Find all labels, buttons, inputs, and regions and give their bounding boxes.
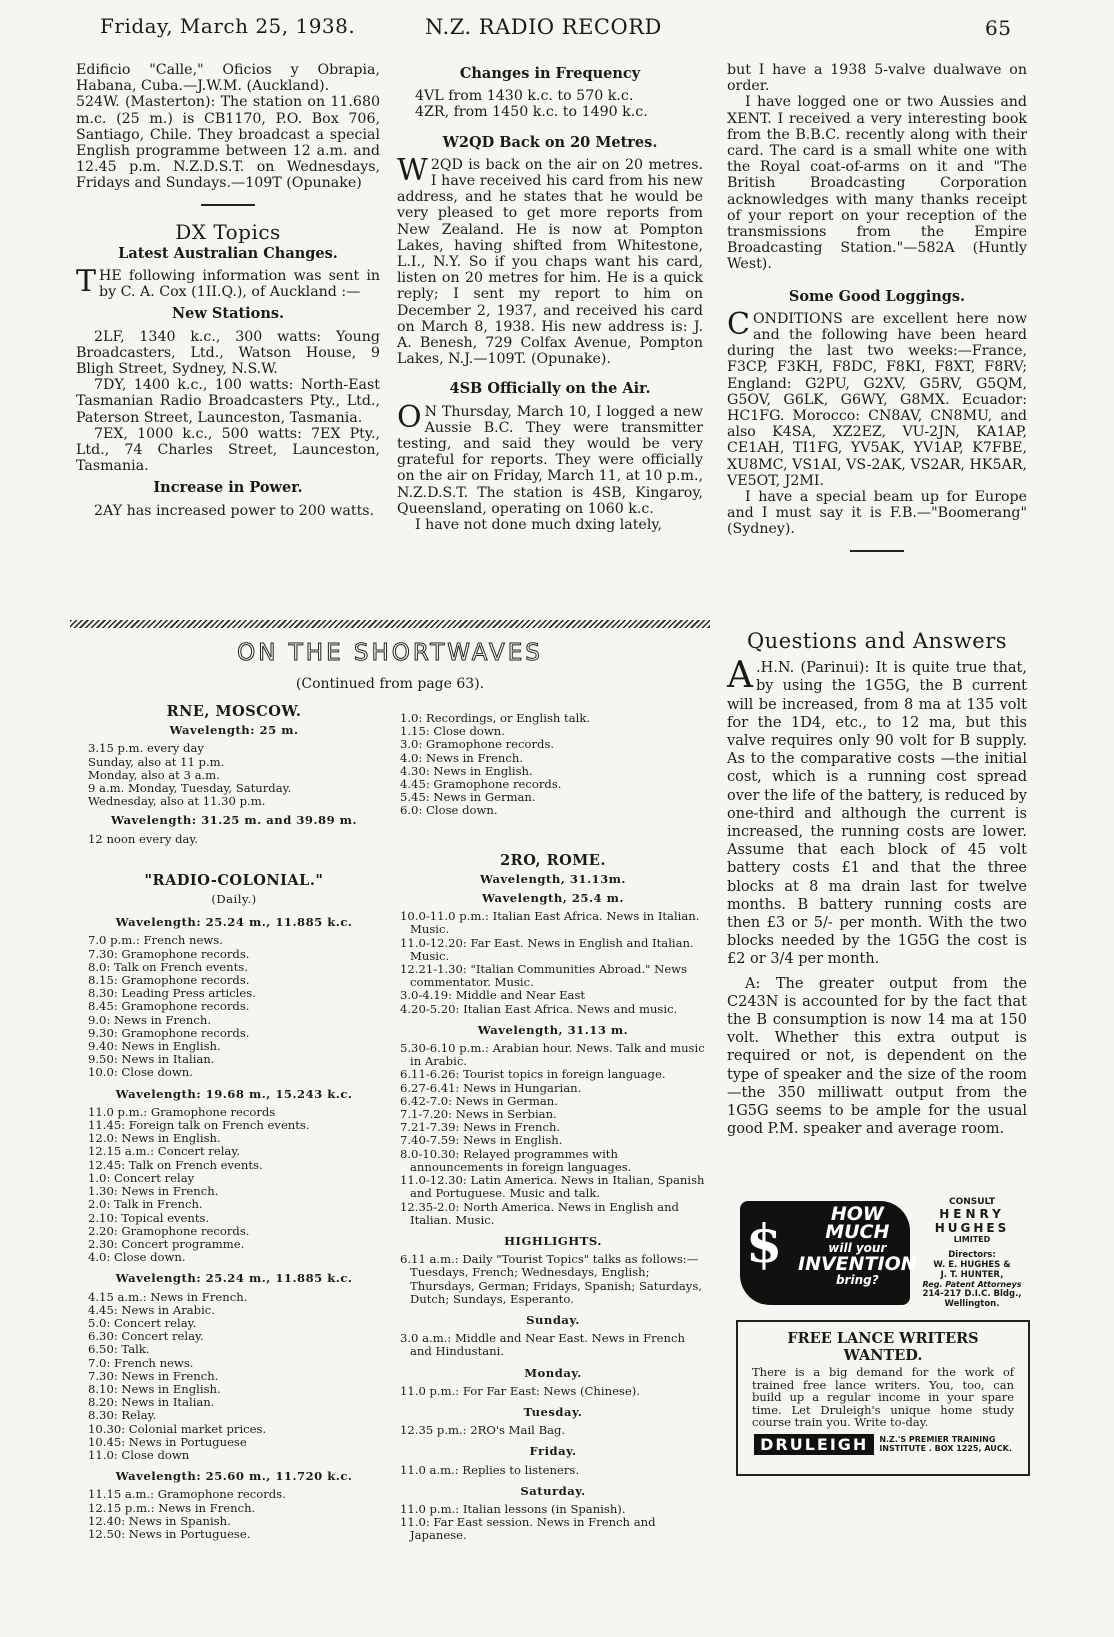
freq-line: 4ZR, from 1450 k.c. to 1490 k.c. <box>415 104 648 121</box>
schedule-line: 2.0: Talk in French. <box>88 1197 203 1212</box>
schedule-line: 9.0: News in French. <box>88 1012 212 1027</box>
rome-schedule-1 <box>400 910 706 1016</box>
schedule-line: 6.30: Concert relay. <box>88 1329 204 1344</box>
dxing-text: I have not done much dxing lately, <box>415 517 662 534</box>
freq-line: 4VL from 1430 k.c. to 570 k.c. <box>415 88 634 105</box>
schedule-line: 11.15 a.m.: Gramophone records. <box>88 1487 286 1502</box>
qa-section <box>727 625 1027 1138</box>
schedule-line: 6.42-7.0: News in German. <box>400 1093 558 1108</box>
schedule-line: 12.35-2.0: North America. News in English and Italian. Music. <box>400 1199 679 1227</box>
schedule-line: 4.45: Gramophone records. <box>400 777 562 792</box>
w2qd-heading: W2QD Back on 20 Metres. <box>442 133 658 151</box>
qa-heading: Questions and Answers <box>746 629 1008 653</box>
ad-logo-row <box>738 1434 1028 1455</box>
schedule-line: 7.40-7.59: News in English. <box>400 1133 563 1148</box>
druleigh-logo: DRULEIGH <box>754 1434 874 1455</box>
schedule-line: 3.15 p.m. every day <box>88 741 204 756</box>
ad-headline: FREE LANCE WRITERS <box>787 1330 979 1347</box>
schedule-line: 11.0 p.m.: Gramophone records <box>88 1104 276 1119</box>
schedule-line: 11.0 p.m.: For Far East: News (Chinese). <box>400 1383 640 1398</box>
ad-headline-2: WANTED. <box>843 1347 923 1364</box>
schedule-middle <box>400 712 706 1543</box>
schedule-line: 7.1-7.20: News in Serbian. <box>400 1107 557 1122</box>
moscow-heading: RNE, MOSCOW. <box>166 703 302 720</box>
schedule-line: 10.0-11.0 p.m.: Italian East Africa. News in Italian. Music. <box>400 909 700 937</box>
schedule-line: 4.0: News in French. <box>400 750 524 765</box>
schedule-line: 4.0: Close down. <box>88 1250 186 1265</box>
schedule-line: 9 a.m. Monday, Tuesday, Saturday. <box>88 781 292 796</box>
schedule-line: 4.20-5.20: Italian East Africa. News and music. <box>400 1001 678 1016</box>
schedule-line: 11.0 p.m.: Italian lessons (in Spanish). <box>400 1501 626 1516</box>
station-7dy: 7DY, 1400 k.c., 100 watts: North-East Tasmanian Radio Broadcasters Pty., Ltd., Paterson Street, Launceston, Tasmania. <box>76 377 380 426</box>
wavy-divider <box>70 620 710 628</box>
ad-tagline: N.Z.'S PREMIER TRAINING INSTITUTE . BOX 1225, AUCK. <box>879 1435 1012 1453</box>
column-3 <box>727 62 1027 564</box>
schedule-line: 11.0-12.20: Far East. News in English and Italian. Music. <box>400 935 694 963</box>
schedule-line: 8.45: Gramophone records. <box>88 999 250 1014</box>
issue-date: Friday, March 25, 1938. <box>100 14 356 38</box>
schedule-line: 8.30: Leading Press articles. <box>88 986 256 1001</box>
schedule-line: 6.50: Talk. <box>88 1342 150 1357</box>
colonial-schedule-2 <box>88 1106 380 1264</box>
moscow-times-2 <box>88 833 380 846</box>
schedule-line: 11.0: Close down <box>88 1447 190 1462</box>
schedule-line: 10.0: Close down. <box>88 1065 193 1080</box>
schedule-line: 3.0: Gramophone records. <box>400 737 555 752</box>
schedule-line: 4.45: News in Arabic. <box>88 1302 215 1317</box>
day-heading: Saturday. <box>520 1483 586 1498</box>
schedule-line: 8.15: Gramophone records. <box>88 973 250 988</box>
schedule-line: Sunday, also at 11 p.m. <box>88 754 225 769</box>
drop-cap: O <box>397 399 422 435</box>
schedule-line: 6.11-6.26: Tourist topics in foreign language. <box>400 1067 666 1082</box>
druleigh-advert <box>736 1320 1030 1476</box>
moscow-times <box>88 742 380 808</box>
wavelength-heading: Wavelength: 19.68 m., 15.243 k.c. <box>115 1086 353 1101</box>
schedule-line: 6.0: Close down. <box>400 803 498 818</box>
drop-cap: A <box>727 655 753 697</box>
column-1 <box>76 62 380 519</box>
shortwaves-heading: ON THE SHORTWAVES <box>237 640 543 666</box>
schedule-line: 5.0: Concert relay. <box>88 1315 197 1330</box>
schedule-line: 7.21-7.39: News in French. <box>400 1120 561 1135</box>
continued-note: (Continued from page 63). <box>295 676 485 692</box>
schedule-left <box>88 697 380 1541</box>
colonial-schedule-3 <box>88 1291 380 1463</box>
col3-para: I have logged one or two Aussies and XENT. I received a very interesting book from the B.B.C. recently along with their card. The card is a small white one with the Royal coat-of-arms on it and "The British Broadcasting Corporation acknowledges with many thanks receipt of your report on your reception of the transmissions from the Empire Broadcasting Station."—582A (Huntly West). <box>727 94 1027 273</box>
schedule-line: 1.15: Close down. <box>400 724 505 739</box>
station-2lf: 2LF, 1340 k.c., 300 watts: Young Broadcasters, Ltd., Watson House, 9 Bligh Street, Sydney, N.S.W. <box>76 328 380 378</box>
schedule-line: 11.45: Foreign talk on French events. <box>88 1118 310 1133</box>
schedule-line: 12.45: Talk on French events. <box>88 1157 263 1172</box>
letter-intro: Edificio "Calle," Oficios y Obrapia, Habana, Cuba.—J.W.M. (Auckland). <box>76 62 380 95</box>
schedule-line: 7.30: News in French. <box>88 1368 219 1383</box>
loggings-heading: Some Good Loggings. <box>788 287 966 305</box>
schedule-line: 9.50: News in Italian. <box>88 1052 215 1067</box>
rome-heading: 2RO, ROME. <box>500 851 606 869</box>
schedule-line: 8.10: News in English. <box>88 1381 221 1396</box>
schedule-line: 11.0-12.30: Latin America. News in Italian, Spanish and Portuguese. Music and talk. <box>400 1173 705 1201</box>
schedule-line: 12 noon every day. <box>88 831 199 846</box>
letter-524w: 524W. (Masterton): The station on 11.680 m.c. (25 m.) is CB1170, P.O. Box 706, Santiago, Chile. They broadcast a special English programme between 12 a.m. and 12.45 p.m. N.Z.D.S.T. on Wednesdays, Fridays and Sundays.—109T (Opunake) <box>76 94 380 192</box>
schedule-line: 3.0 a.m.: Middle and Near East. News in French and Hindustani. <box>400 1331 685 1359</box>
schedule-line: 8.0-10.30: Relayed programmes with announcements in foreign languages. <box>400 1146 632 1174</box>
4sb-heading: 4SB Officially on the Air. <box>449 380 651 398</box>
wavelength-heading: Wavelength: 31.25 m. and 39.89 m. <box>111 813 357 828</box>
drop-cap: T <box>76 264 97 300</box>
schedule-line: 5.30-6.10 p.m.: Arabian hour. News. Talk and music in Arabic. <box>400 1041 705 1069</box>
moscow-continued <box>400 712 706 818</box>
schedule-line: 5.45: News in German. <box>400 790 536 805</box>
col3-para: but I have a 1938 5-valve dualwave on order. <box>727 62 1027 95</box>
wavelength-heading: Wavelength: 25.24 m., 11.885 k.c. <box>115 915 353 930</box>
day-heading: Sunday. <box>526 1312 580 1327</box>
new-stations-heading: New Stations. <box>171 305 285 323</box>
schedule-line: 9.40: News in English. <box>88 1039 221 1054</box>
schedule-line: 9.30: Gramophone records. <box>88 1025 250 1040</box>
schedule-line: 4.30: News in English. <box>400 763 533 778</box>
column-2 <box>397 62 703 533</box>
day-heading: Tuesday. <box>523 1404 583 1419</box>
section-rule <box>850 550 904 552</box>
schedule-line: 12.35 p.m.: 2RO's Mail Bag. <box>400 1423 566 1438</box>
highlights-heading: HIGHLIGHTS. <box>504 1233 602 1248</box>
colonial-schedule-1 <box>88 934 380 1079</box>
schedule-line: 11.0 a.m.: Replies to listeners. <box>400 1462 580 1477</box>
schedule-line: Monday, also at 3 a.m. <box>88 767 220 782</box>
schedule-line: 10.45: News in Portuguese <box>88 1434 247 1449</box>
schedule-line: 8.0: Talk on French events. <box>88 959 248 974</box>
w2qd-text: 2QD is back on the air on 20 metres. I have received his card from his new address, and he states that he would be very pleased to get more reports from New Zealand. He is now at Pompton Lakes, having shifted from Whitestone, L.I., N.Y. So if you chaps want his card, listen on 20 metres for him. He is a quick reply; I sent my report to him on December 2, 1937, and received his card on March 8, 1938. His new address is: J. A. Benesh, 729 Colfax Avenue, Pompton Lakes, N.J.—109T. (Opunake). <box>397 156 703 368</box>
schedule-line: 7.30: Gramophone records. <box>88 946 250 961</box>
station-2ay: 2AY has increased power to 200 watts. <box>94 502 375 519</box>
drop-cap: W <box>397 152 428 188</box>
schedule-line: 7.0: French news. <box>88 1355 194 1370</box>
wavelength-heading: Wavelength: 25.60 m., 11.720 k.c. <box>115 1469 353 1484</box>
schedule-line: 4.15 a.m.: News in French. <box>88 1289 248 1304</box>
colonial-schedule-4 <box>88 1488 380 1541</box>
schedule-line: 10.30: Colonial market prices. <box>88 1421 267 1436</box>
schedule-line: 8.30: Relay. <box>88 1408 157 1423</box>
page-number: 65 <box>985 16 1012 40</box>
ad-firm: CONSULT HENRY HUGHES LIMITED Directors: W. E. HUGHES & J. T. HUNTER, Reg. Patent Attorneys 214-217 D.I.C. Bldg., Wellington. <box>922 1197 1022 1309</box>
station-7ex: 7EX, 1000 k.c., 500 watts: 7EX Pty., Ltd., 74 Charles Street, Launceston, Tasmania. <box>76 425 380 475</box>
publication-title: N.Z. RADIO RECORD <box>425 15 662 39</box>
hughes-advert <box>740 1197 1030 1307</box>
schedule-line: 2.10: Topical events. <box>88 1210 210 1225</box>
schedule-line: 12.40: News in Spanish. <box>88 1513 231 1528</box>
dx-topics-heading: DX Topics <box>175 219 281 244</box>
schedule-line: 12.0: News in English. <box>88 1131 221 1146</box>
schedule-line: 8.20: News in Italian. <box>88 1395 215 1410</box>
wavelength-heading: Wavelength, 25.4 m. <box>482 891 624 906</box>
schedule-line: 1.0: Concert relay <box>88 1170 195 1185</box>
wavelength-heading: Wavelength: 25 m. <box>169 723 299 738</box>
schedule-line: 2.30: Concert programme. <box>88 1236 245 1251</box>
schedule-line: 12.15 p.m.: News in French. <box>88 1500 256 1515</box>
day-heading: Friday. <box>529 1444 577 1459</box>
ad-slogan: HOW MUCH will your INVENTION bring? <box>798 1203 917 1287</box>
wavelength-heading: Wavelength: 25.24 m., 11.885 k.c. <box>115 1271 353 1286</box>
loggings-text: ONDITIONS are excellent here now and the following have been heard during the last two weeks:—France, F3CP, F3KH, F8DC, F8KI, F8XT, F8RV; England: G2PU, G2XV, G5RV, G5QM, G5OV, G6LK, G6WY, G8MX. Ecuador: HC1FG. Morocco: CN8AV, CN8MU, and also K4SA, XZ2EZ, VU-2JN, KA1AP, CE1AH, TI1FG, YV5AK, YV1AP, K7FBE, XU8MC, VS1AI, VS-2AK, VS2AR, HK5AR, VE5OT, J2MI. <box>727 310 1027 489</box>
dollar-sign-icon: $ <box>746 1214 783 1275</box>
qa-answer-2: A: The greater output from the C243N is accounted for by the fact that the B consumption is now 14 ma at 150 volt. Whether this extra output is required or not, is dependent on the type of speaker and the size of the room—the 350 milliwatt output from the 1G5G seems to be ample for the usual good P.M. speaker and average room. <box>727 975 1027 1138</box>
highlights-text: 6.11 a.m.: Daily "Tourist Topics" talks as follows:—Tuesdays, French; Wednesdays, English; Thursdays, German; Fridays, Spanish; Saturdays, Dutch; Sundays, Esperanto. <box>400 1252 702 1306</box>
schedule-line: 11.0: Far East session. News in French and Japanese. <box>400 1515 656 1543</box>
frequency-heading: Changes in Frequency <box>459 65 641 82</box>
schedule-line: 12.15 a.m.: Concert relay. <box>88 1144 241 1159</box>
schedule-line: 12.50: News in Portuguese. <box>88 1526 251 1541</box>
beam-text: I have a special beam up for Europe and I must say it is F.B.—"Boomerang" (Sydney). <box>727 489 1027 538</box>
schedule-line: 2.20: Gramophone records. <box>88 1223 250 1238</box>
schedule-line: 12.21-1.30: "Italian Communities Abroad." News commentator. Music. <box>400 962 688 990</box>
schedule-line: 6.27-6.41: News in Hungarian. <box>400 1080 582 1095</box>
dx-subheading: Latest Australian Changes. <box>118 244 338 262</box>
section-rule <box>201 204 255 206</box>
4sb-text: N Thursday, March 10, I logged a new Aussie B.C. They were transmitter testing, and said they would be very grateful for reports. They were officially on the air on Friday, March 11, at 10 p.m., N.Z.D.S.T. The station is 4SB, Kingaroy, Queensland, operating on 1060 k.c. <box>397 403 703 517</box>
qa-answer-1: .H.N. (Parinui): It is quite true that, by using the 1G5G, the B current will be increased, from 8 ma at 135 volt for the 1D4, etc., to 12 ma, but this valve requires only 90 volt for B supply. As to the comparative costs —the initial cost, which is a running cost spread over the life of the battery, is reduced by one-third and although the current is increased, the running costs are lower. Assume that each block of 45 volt battery costs £1 and that the three blocks at 8 ma drain last for twelve months. B battery running costs are then £3 or 5/- per month. With the two blocks needed by the 1G5G the cost is £2 or 3/4 per month. <box>727 660 1027 968</box>
colonial-heading: "RADIO-COLONIAL." <box>144 871 324 889</box>
schedule-line: 1.30: News in French. <box>88 1184 219 1199</box>
wavelength-heading: Wavelength, 31.13m. <box>480 871 626 886</box>
schedule-line: 7.0 p.m.: French news. <box>88 933 223 948</box>
schedule-line: 3.0-4.19: Middle and Near East <box>400 988 586 1003</box>
schedule-line: Wednesday, also at 11.30 p.m. <box>88 794 266 809</box>
colonial-daily: (Daily.) <box>211 892 257 907</box>
schedule-line: 1.0: Recordings, or English talk. <box>400 711 591 725</box>
ad-body: There is a big demand for the work of trained free lance writers. You, too, can build up a regular income in your spare time. Let Druleigh's unique home study course train you. Write to-day. <box>752 1365 1014 1429</box>
day-heading: Monday. <box>524 1365 582 1380</box>
rome-days <box>400 1314 706 1543</box>
rome-schedule-2 <box>400 1042 706 1227</box>
wavelength-heading: Wavelength, 31.13 m. <box>477 1022 629 1037</box>
increase-heading: Increase in Power. <box>153 479 303 497</box>
drop-cap: C <box>727 306 750 342</box>
dx-intro: HE following information was sent in by C. A. Cox (1II.Q.), of Auckland :— <box>99 268 380 301</box>
